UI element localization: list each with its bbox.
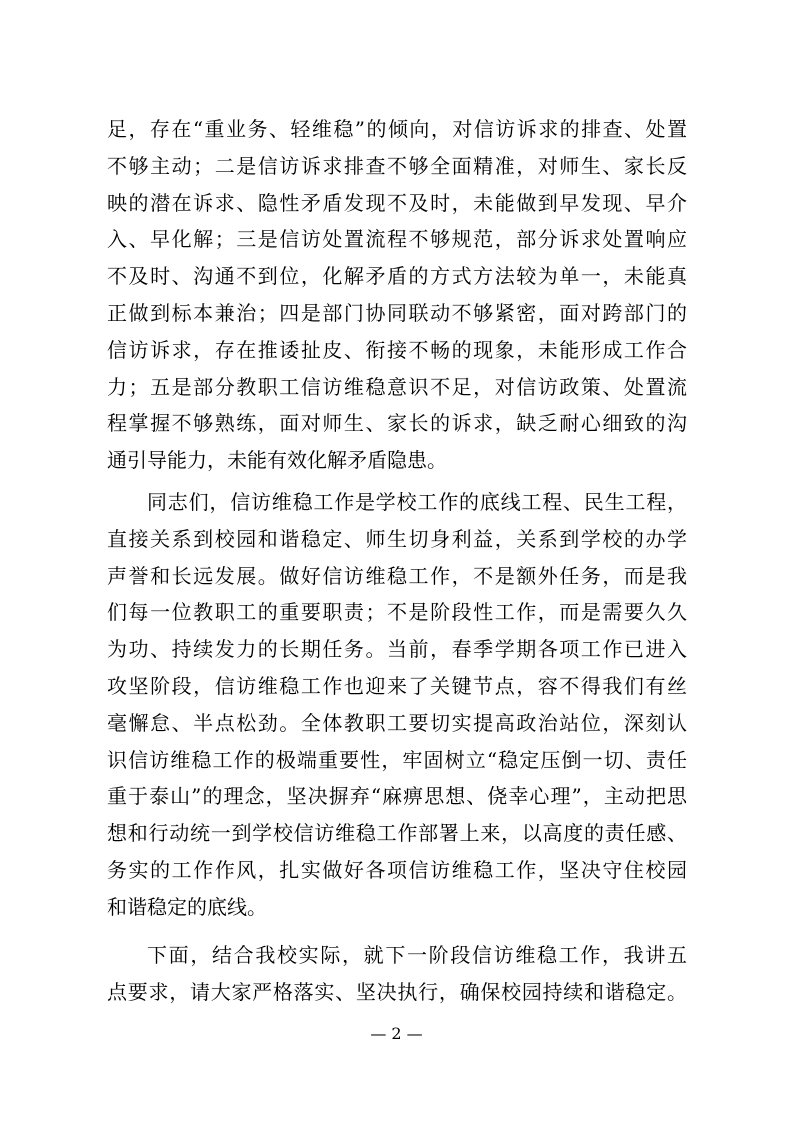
paragraph-2-line-8: 识信访维稳工作的极端重要性，牢固树立“稳定压倒一切、责任 (107, 747, 687, 772)
paragraph-1-line-10: 通引导能力，未能有效化解矛盾隐患。 (107, 448, 447, 473)
paragraph-2-line-7: 毫懈怠、半点松劲。全体教职工要切实提高政治站位，深刻认 (107, 710, 687, 735)
paragraph-2-line-10: 想和行动统一到学校信访维稳工作部署上来，以高度的责任感、 (107, 821, 687, 846)
paragraph-1-line-3: 映的潜在诉求、隐性矛盾发现不及时，未能做到早发现、早介 (107, 190, 687, 215)
paragraph-2-line-12: 和谐稳定的底线。 (107, 894, 267, 919)
paragraph-1-line-9: 程掌握不够熟练，面对师生、家长的诉求，缺乏耐心细致的沟 (107, 411, 687, 436)
paragraph-1-line-7: 信访诉求，存在推诿扯皮、衔接不畅的现象，未能形成工作合 (107, 337, 687, 362)
paragraph-1-line-5: 不及时、沟通不到位，化解矛盾的方式方法较为单一，未能真 (107, 264, 687, 289)
paragraph-2-line-4: 们每一位教职工的重要职责；不是阶段性工作，而是需要久久 (107, 600, 687, 625)
paragraph-1-line-6: 正做到标本兼治；四是部门协同联动不够紧密，面对跨部门的 (107, 301, 687, 325)
paragraph-2-line-6: 攻坚阶段，信访维稳工作也迎来了关键节点，容不得我们有丝 (107, 673, 687, 698)
paragraph-1-line-2: 不够主动；二是信访诉求排查不够全面精准，对师生、家长反 (107, 153, 687, 178)
paragraph-2-line-1: 同志们，信访维稳工作是学校工作的底线工程、民生工程， (147, 489, 687, 514)
page-number: — 2 — (370, 1024, 423, 1043)
paragraph-2-line-5: 为功、持续发力的长期任务。当前，春季学期各项工作已进入 (107, 637, 687, 662)
paragraph-1-line-8: 力；五是部分教职工信访维稳意识不足，对信访政策、处置流 (107, 374, 687, 399)
paragraph-2-line-9: 重于泰山”的理念，坚决摒弃“麻痹思想、侥幸心理”，主动把思 (107, 784, 687, 809)
paragraph-3-line-2: 点要求，请大家严格落实、坚决执行，确保校园持续和谐稳定。 (107, 979, 687, 1004)
paragraph-2-line-3: 声誉和长远发展。做好信访维稳工作，不是额外任务，而是我 (107, 563, 687, 588)
paragraph-3-line-1: 下面，结合我校实际，就下一阶段信访维稳工作，我讲五 (147, 942, 687, 967)
paragraph-2-line-11: 务实的工作作风，扎实做好各项信访维稳工作，坚决守住校园 (107, 857, 687, 882)
paragraph-1-line-1: 足，存在“重业务、轻维稳”的倾向，对信访诉求的排查、处置 (107, 117, 687, 141)
paragraph-1-line-4: 入、早化解；三是信访处置流程不够规范，部分诉求处置响应 (107, 227, 687, 252)
paragraph-2-line-2: 直接关系到校园和谐稳定、师生切身利益，关系到学校的办学 (107, 526, 687, 551)
